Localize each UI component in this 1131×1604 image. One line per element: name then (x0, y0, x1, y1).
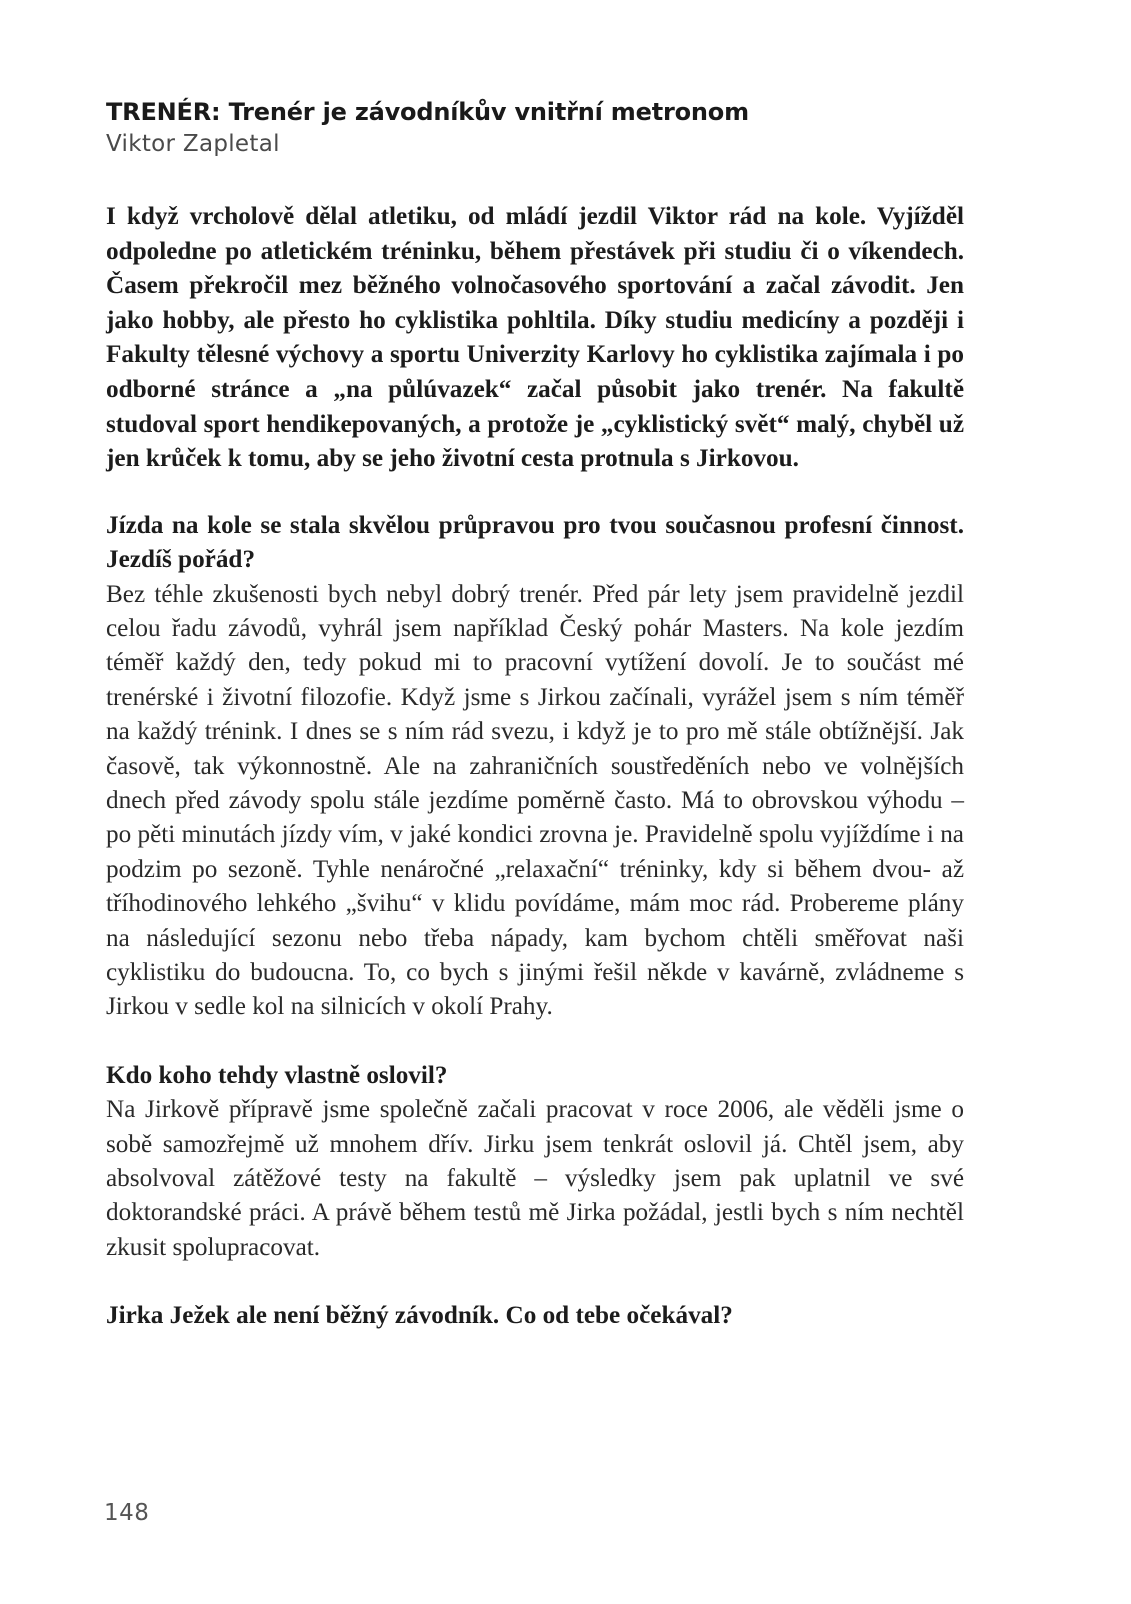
qa-section-3 (106, 1299, 964, 1333)
intro-paragraph: I když vrcholově dělal atletiku, od mládí jezdil Viktor rád na kole. Vyjížděl odpoledne po atletickém tréninku, během přestávek při studiu či o víkendech. Časem překročil mez běžného volnočasového sportování a začal závodit. Jen jako hobby, ale přesto ho cyklistika pohltila. Díky studiu medicíny a později i Fakulty tělesné výchovy a sportu Univerzity Karlovy ho cyklistika zajímala i po odborné stránce a „na půlúvazek“ začal působit jako trenér. Na fakultě studoval sport hendikepovaných, a protože je „cyklistický svět“ malý, chyběl už jen krůček k tomu, aby se jeho životní cesta protnula s Jirkovou. (106, 203, 964, 473)
article-title (106, 96, 964, 128)
page-number: 148 (104, 1500, 150, 1526)
title-label: TRENÉR (106, 98, 212, 126)
answer-1: Bez téhle zkušenosti bych nebyl dobrý trenér. Před pár lety jsem pravidelně jezdil celou řadu závodů, vyhrál jsem například Český pohár Masters. Na kole jezdím téměř každý den, tedy pokud mi to pracovní vytížení dovolí. Je to součást mé trenérské i životní filozofie. Když jsme s Jirkou začínali, vyrážel jsem s ním téměř na každý trénink. I dnes se s ním rád svezu, i když je to pro mě stále obtížnější. Jak časově, tak výkonnostně. Ale na zahraničních soustředěních nebo ve volnějších dnech před závody spolu stále jezdíme poměrně často. Má to obrovskou výhodu – po pěti minutách jízdy vím, v jaké kondici zrovna je. Pravidelně spolu vyjíždíme i na podzim po sezoně. Tyhle nenáročné „relaxační“ tréninky, kdy si během dvou- až tříhodinového lehkého „švihu“ v klidu povídáme, mám moc rád. Probereme plány na následující sezonu nebo třeba nápady, kam bychom chtěli směřovat naši cyklistiku do budoucna. To, co bych s jinými řešil někde v kavárně, zvládneme s Jirkou v sedle kol na silnicích v okolí Prahy. (106, 580, 964, 1021)
title-text: Trenér je závodníkův vnitřní metronom (228, 98, 749, 126)
question-2: Kdo koho tehdy vlastně oslovil? (106, 1061, 448, 1089)
qa-section-2 (106, 1059, 964, 1265)
answer-2: Na Jirkově přípravě jsme společně začali pracovat v roce 2006, ale věděli jsme o sobě samozřejmě už mnohem dřív. Jirku jsem tenkrát oslovil já. Chtěl jsem, aby absolvoval zátěžové testy na fakultě – výsledky jsem pak uplatnil ve své doktorandské práci. A právě během testů mě Jirka požádal, jestli bych s ním nechtěl zkusit spolupracovat. (106, 1096, 964, 1261)
question-3: Jirka Ježek ale není běžný závodník. Co od tebe očekával? (106, 1302, 733, 1330)
document-page (106, 96, 964, 1334)
qa-section-1 (106, 509, 964, 1025)
article-author: Viktor Zapletal (106, 131, 280, 157)
title-separator: : (211, 98, 229, 126)
question-1: Jízda na kole se stala skvělou průpravou pro tvou současnou profesní činnost. Jezdíš pořád? (106, 511, 964, 574)
